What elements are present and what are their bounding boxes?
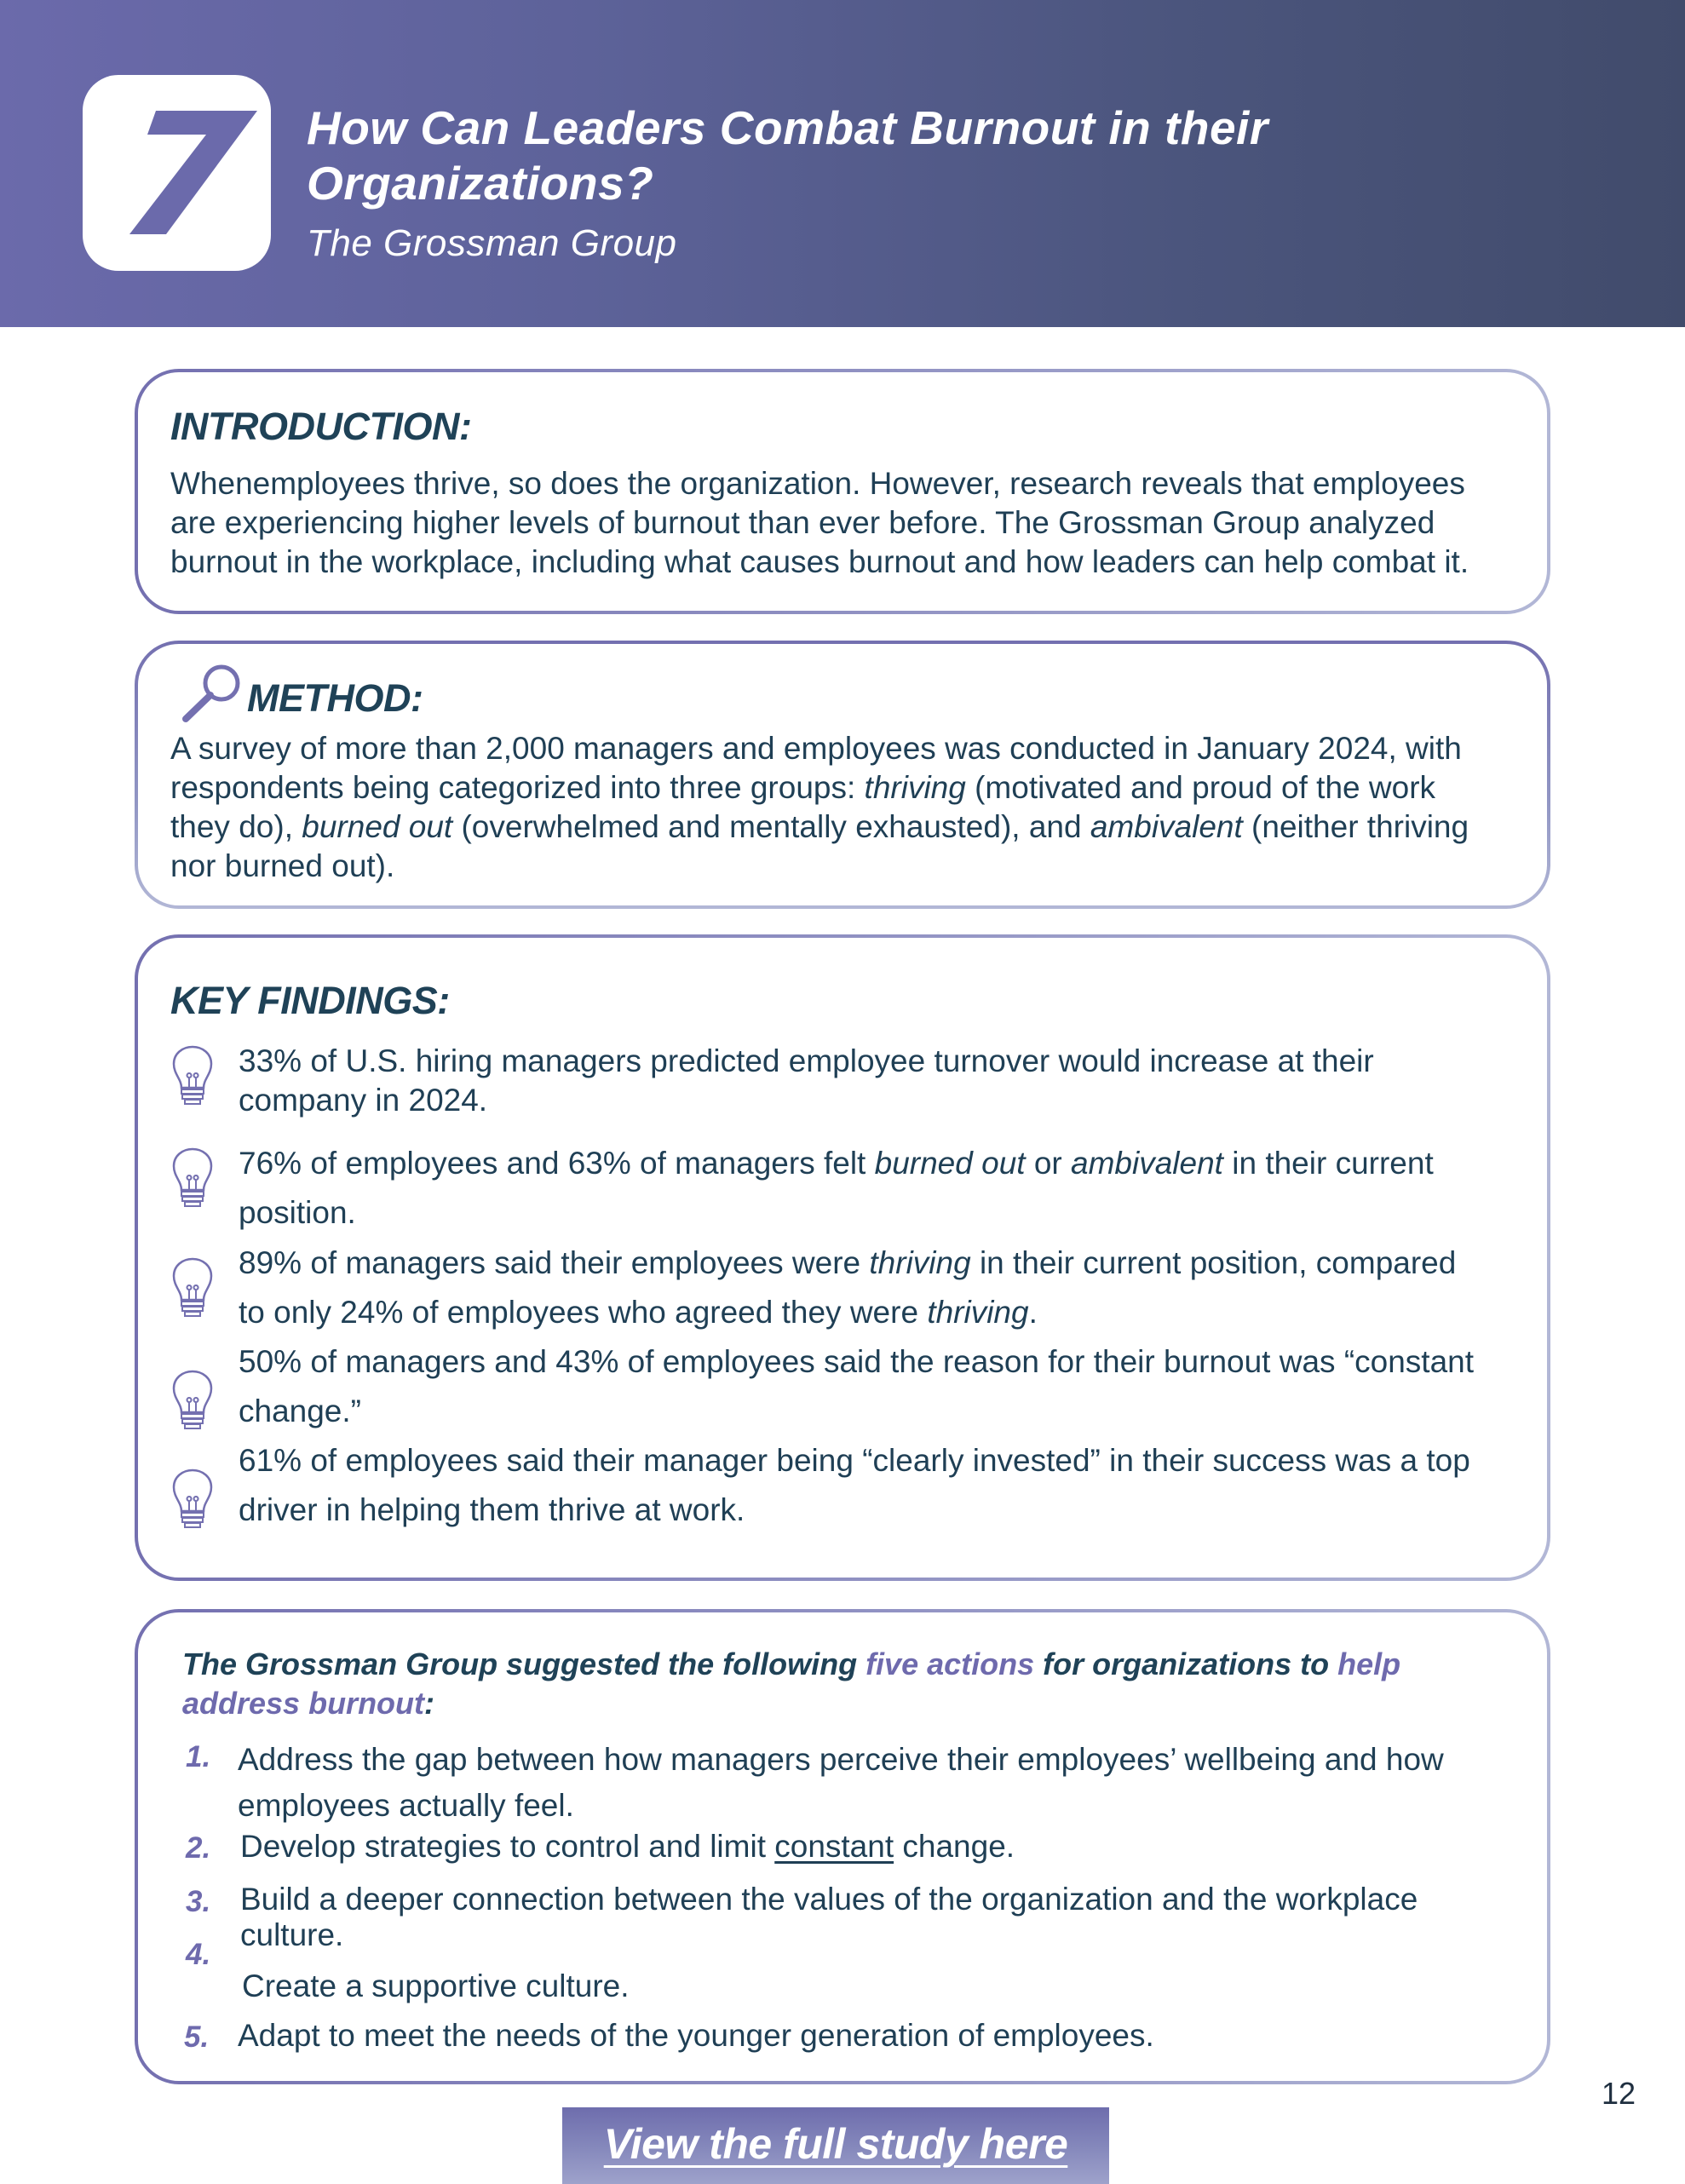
accent-text: help (1337, 1647, 1401, 1681)
method-line: A survey of more than 2,000 managers and employees was conducted in January 2024, with (170, 731, 1462, 766)
action-text (238, 1737, 1481, 1829)
finding-text (239, 1436, 1499, 1535)
text: (neither thriving (1242, 809, 1469, 844)
method-line (170, 768, 1533, 808)
action-line: culture. (240, 1917, 344, 1952)
lightbulb-icon (170, 1370, 215, 1436)
page-number: 12 (1602, 2076, 1636, 2111)
lightbulb-icon (170, 1468, 215, 1535)
accent-text: five actions (866, 1647, 1035, 1681)
action-number: 4. (186, 1938, 211, 1971)
page-title (307, 101, 1414, 211)
action-line: employees actually feel. (238, 1788, 574, 1823)
method-line: nor burned out). (170, 848, 395, 883)
accent-text: address burnout (182, 1686, 425, 1721)
text: (motivated and proud of the work (965, 770, 1436, 805)
title-line-1: How Can Leaders Combat Burnout in their (307, 101, 1268, 154)
lightbulb-icon (170, 1257, 215, 1324)
introduction-card (135, 369, 1550, 614)
text: in their current (1222, 1146, 1434, 1181)
finding-line: position. (239, 1195, 356, 1230)
finding-line: 61% of employees said their manager being “clearly invested” in their success was a top (239, 1443, 1470, 1478)
finding-text (239, 1042, 1499, 1120)
action-number: 5. (184, 2020, 210, 2054)
text: Develop strategies to control and limit (240, 1829, 775, 1864)
text: for organizations to (1034, 1647, 1338, 1681)
finding-line: change.” (239, 1394, 361, 1428)
actions-intro (182, 1645, 1511, 1723)
finding-line (239, 1288, 1499, 1337)
finding-text (239, 1139, 1499, 1238)
action-number: 3. (186, 1885, 211, 1918)
page-subtitle: The Grossman Group (307, 222, 677, 264)
actions-card (135, 1609, 1550, 2084)
text: 76% of employees and 63% of managers felt (239, 1146, 875, 1181)
view-full-study-link[interactable]: View the full study here (603, 2120, 1068, 2168)
key-findings-heading: KEY FINDINGS: (170, 979, 450, 1022)
finding-text (239, 1239, 1499, 1337)
finding-line: 50% of managers and 43% of employees said the reason for their burnout was “constant (239, 1344, 1475, 1379)
lightbulb-icon (170, 1045, 215, 1112)
emphasis: ambivalent (1090, 809, 1243, 844)
actions-intro-line (182, 1645, 1511, 1684)
text: they do), (170, 809, 302, 844)
introduction-heading: INTRODUCTION: (170, 405, 472, 448)
finding-line (239, 1139, 1499, 1188)
introduction-line: are experiencing higher levels of burnout than ever before. The Grossman Group analyzed (170, 505, 1435, 540)
emphasis: thriving (869, 1245, 971, 1280)
view-full-study-button[interactable] (562, 2107, 1109, 2184)
text: or (1025, 1146, 1072, 1181)
emphasis: thriving (864, 770, 966, 805)
text: in their current position, compared (970, 1245, 1457, 1280)
finding-line: driver in helping them thrive at work. (239, 1492, 745, 1527)
number-seven-icon (83, 75, 271, 271)
emphasis: thriving (927, 1295, 1029, 1330)
text: . (1028, 1295, 1038, 1330)
method-card (135, 641, 1550, 909)
action-text (240, 1882, 1484, 1953)
method-heading: METHOD: (247, 676, 423, 720)
text: The Grossman Group suggested the following (182, 1647, 866, 1681)
text: 89% of managers said their employees were (239, 1245, 870, 1280)
emphasis: burned out (302, 809, 453, 844)
actions-intro-line (182, 1684, 1511, 1723)
action-line: Address the gap between how managers perceive their employees’ wellbeing and how (238, 1742, 1444, 1777)
introduction-line: burnout in the workplace, including what causes burnout and how leaders can help combat it. (170, 544, 1469, 579)
finding-text (239, 1337, 1499, 1436)
action-number: 1. (186, 1740, 211, 1773)
action-text: Adapt to meet the needs of the younger generation of employees. (238, 2018, 1154, 2053)
emphasis: ambivalent (1071, 1146, 1223, 1181)
action-text (240, 1829, 1484, 1865)
page-header (0, 0, 1685, 327)
emphasis: burned out (874, 1146, 1026, 1181)
text: change. (894, 1829, 1015, 1864)
method-body (170, 729, 1533, 886)
introduction-body (170, 464, 1533, 582)
method-line (170, 808, 1533, 847)
introduction-line: Whenemployees thrive, so does the organization. However, research reveals that employees (170, 466, 1465, 501)
lightbulb-icon (170, 1147, 215, 1214)
key-findings-card (135, 934, 1550, 1581)
finding-line: 33% of U.S. hiring managers predicted employee turnover would increase at their (239, 1043, 1374, 1078)
section-number-badge (83, 75, 271, 271)
action-number: 2. (186, 1831, 211, 1865)
text: (overwhelmed and mentally exhausted), and (452, 809, 1090, 844)
text: : (424, 1686, 435, 1721)
action-line: Build a deeper connection between the values of the organization and the workplace (240, 1882, 1418, 1917)
underlined-text: constant (774, 1829, 894, 1864)
finding-line: company in 2024. (239, 1083, 488, 1118)
text: to only 24% of employees who agreed they were (239, 1295, 928, 1330)
finding-line (239, 1239, 1499, 1288)
title-line-2: Organizations? (307, 157, 654, 210)
magnifying-glass-icon (179, 659, 247, 727)
action-text: Create a supportive culture. (242, 1968, 630, 2003)
text: respondents being categorized into three groups: (170, 770, 865, 805)
